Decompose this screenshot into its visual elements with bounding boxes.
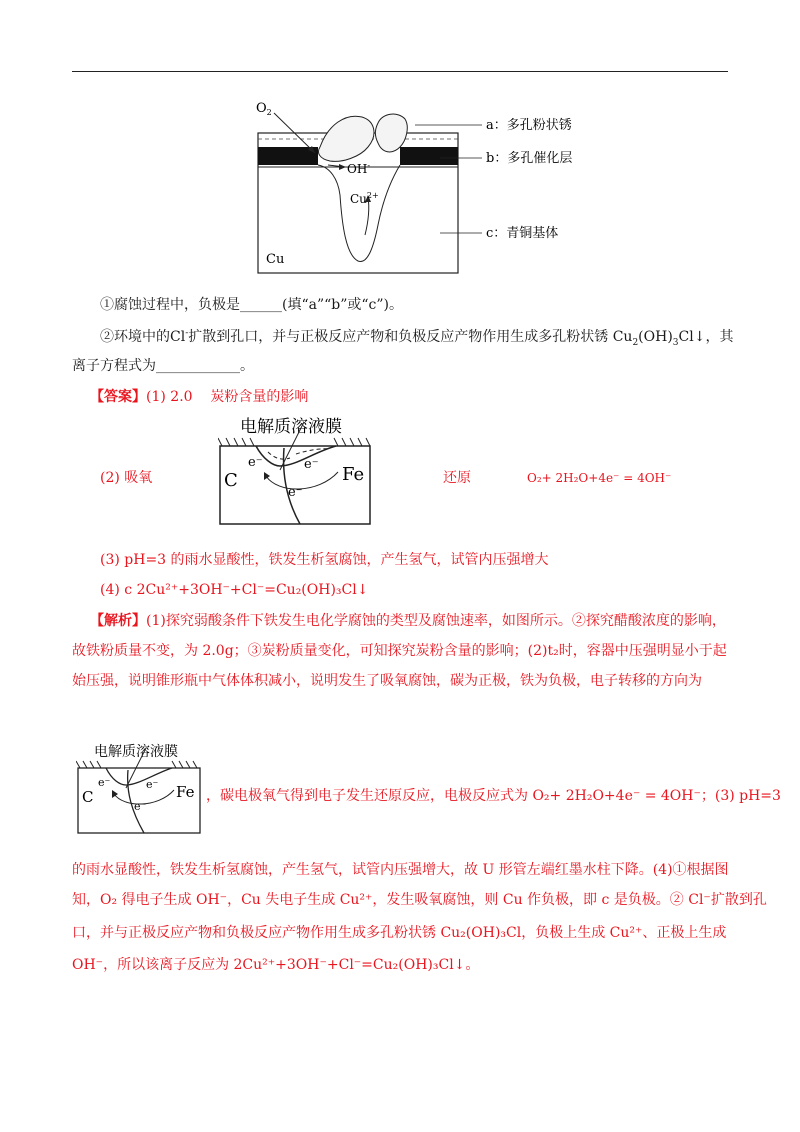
electron-label: e⁻ bbox=[146, 778, 159, 791]
analysis-line-2: 故铁粉质量不变，为 2.0g；③炭粉质量变化，可知探究炭粉含量的影响；(2)t₂时，容器中压强明显小于起 bbox=[72, 643, 727, 659]
header-rule bbox=[72, 71, 728, 72]
corrosion-diagram bbox=[250, 95, 590, 280]
diagram-title: 电解质溶液膜 bbox=[94, 744, 178, 760]
oh-label: OH- bbox=[347, 161, 371, 176]
analysis-line-6: 知，O₂ 得电子生成 OH⁻，Cu 失电子生成 Cu²⁺，发生吸氧腐蚀，则 Cu 作负极，即 c 是负极。② Cl⁻扩散到孔 bbox=[72, 892, 767, 908]
question-1: ①腐蚀过程中，负极是______(填“a”“b”或“c”)。 bbox=[100, 297, 404, 313]
answer-2-equation: O₂+ 2H₂O+4e⁻ = 4OH⁻ bbox=[527, 471, 672, 485]
electron-label: e⁻ bbox=[304, 457, 319, 472]
electron-label: e⁻ bbox=[248, 455, 263, 470]
analysis-line-7: 口，并与正极反应产物和负极反应产物作用生成多孔粉状锈 Cu₂(OH)₃Cl，负极上生成 Cu²⁺、正极上生成 bbox=[72, 925, 727, 941]
corrosion-figure bbox=[250, 95, 590, 280]
electrolyte-diagram-analysis bbox=[76, 740, 206, 836]
analysis-line-8: OH⁻，所以该离子反应为 2Cu²⁺+3OH⁻+Cl⁻=Cu₂(OH)₃Cl↓。 bbox=[72, 957, 480, 973]
question-2: ②环境中的Cl-扩散到孔口，并与正极反应产物和负极反应产物作用生成多孔粉状锈 $Cu_2(OH)_3Cl↓$，其 bbox=[100, 328, 734, 348]
question-2-continuation: 离子方程式为____________。 bbox=[72, 358, 254, 374]
electron-label: e⁻ bbox=[288, 485, 303, 500]
o2-label: $O_2$ bbox=[256, 101, 272, 117]
diagram-title: 电解质溶液膜 bbox=[240, 417, 342, 437]
diagram-c-label: C bbox=[82, 788, 94, 806]
legend-a: a：多孔粉状锈 bbox=[486, 118, 572, 133]
electrolyte-diagram-answer bbox=[218, 414, 378, 526]
legend-b: b：多孔催化层 bbox=[486, 151, 573, 166]
analysis-line-1: 【解析】(1)探究弱酸条件下铁发生电化学腐蚀的类型及腐蚀速率，如图所示。②探究醋酸浓度的影响， bbox=[90, 613, 726, 629]
analysis-line-5: 的雨水显酸性，铁发生析氢腐蚀，产生氢气，试管内压强增大，故 U 形管左端红墨水柱下降。(4)①根据图 bbox=[72, 862, 729, 878]
electron-label: e⁻ bbox=[134, 800, 147, 813]
answer-2-reduce: 还原 bbox=[443, 470, 471, 486]
answer-3: (3) pH=3 的雨水显酸性，铁发生析氢腐蚀，产生氢气，试管内压强增大 bbox=[100, 552, 549, 568]
answer-line-1: 【答案】(1) 2.0 炭粉含量的影响 bbox=[90, 389, 309, 405]
answer-2-label: (2) 吸氧 bbox=[100, 470, 153, 486]
answer-4: (4) c 2Cu²⁺+3OH⁻+Cl⁻=Cu₂(OH)₃Cl↓ bbox=[100, 582, 369, 598]
diagram-fe-label: Fe bbox=[342, 464, 365, 485]
cu2-label: $Cu^{2+}$ bbox=[350, 191, 379, 206]
legend-c: c：青铜基体 bbox=[486, 226, 559, 241]
analysis-line-3: 始压强，说明锥形瓶中气体体积减小，说明发生了吸氧腐蚀，碳为正极，铁为负极，电子转移的方向为 bbox=[72, 673, 702, 689]
analysis-line-4: ，碳电极氧气得到电子发生还原反应，电极反应式为 O₂+ 2H₂O+4e⁻ = 4OH⁻；(3) pH=3 bbox=[206, 788, 781, 804]
cu-label: Cu bbox=[266, 252, 285, 267]
electron-label: e⁻ bbox=[98, 776, 111, 789]
diagram-fe-label: Fe bbox=[176, 783, 195, 801]
diagram-c-label: C bbox=[224, 470, 238, 491]
